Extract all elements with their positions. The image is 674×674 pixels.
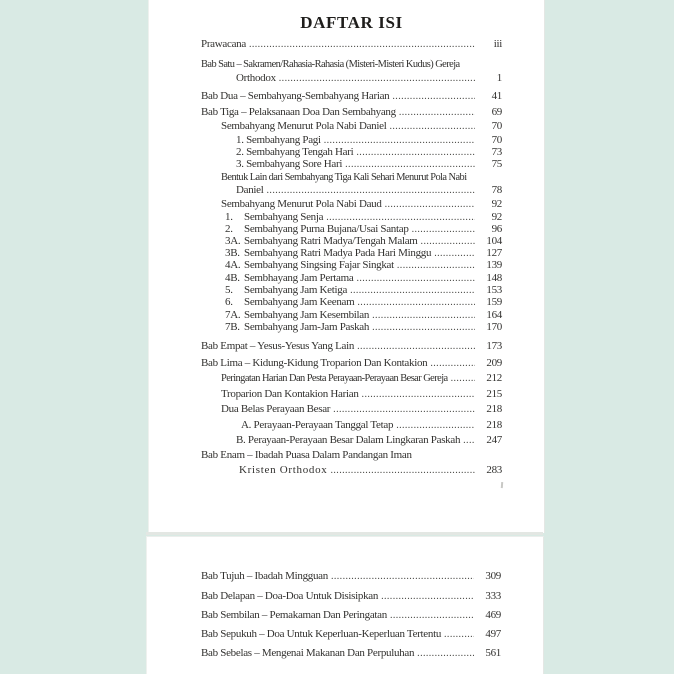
dot-leader <box>434 247 475 258</box>
entry-title: Sembahyang Menurut Pola Nabi Daniel <box>221 120 387 132</box>
dot-leader <box>333 403 475 414</box>
entry-page: 170 <box>486 321 502 333</box>
entry-page: 41 <box>491 90 502 102</box>
toc-row <box>201 59 502 71</box>
dot-leader <box>362 388 475 399</box>
toc-row <box>201 172 502 184</box>
toc-row <box>201 340 502 352</box>
entry-number: 4B. <box>225 272 240 284</box>
dot-leader <box>451 372 475 383</box>
toc-row <box>201 146 502 158</box>
entry-page: 70 <box>491 120 502 132</box>
toc-row <box>201 434 502 446</box>
entry-title: 1. Sembahyang Pagi <box>236 134 321 146</box>
entry-title: Kristen Orthodox <box>239 464 328 476</box>
entry-title: Bab Tujuh – Ibadah Mingguan <box>201 570 328 582</box>
entry-title: Bab Empat – Yesus-Yesus Yang Lain <box>201 340 355 352</box>
dot-leader <box>392 90 475 101</box>
toc-row <box>201 296 502 308</box>
entry-page: 148 <box>486 272 502 284</box>
entry-page: 164 <box>486 309 502 321</box>
entry-number: 4A. <box>225 259 241 271</box>
toc-row <box>201 372 502 385</box>
toc-list-2 <box>201 570 501 659</box>
entry-title: Sembahyang Menurut Pola Nabi Daud <box>221 198 382 210</box>
toc-row <box>201 628 501 640</box>
toc-row <box>201 158 502 170</box>
toc-page-2 <box>146 536 544 674</box>
dot-leader <box>421 235 475 246</box>
entry-number: 5. <box>225 284 233 296</box>
entry-title: Bab Sembilan – Pemakaman Dan Peringatan <box>201 609 387 621</box>
toc-row <box>201 647 501 659</box>
toc-row <box>201 120 502 132</box>
toc-row <box>201 403 502 415</box>
entry-number: 2. <box>225 223 233 235</box>
entry-page: 333 <box>485 590 501 602</box>
entry-page: 92 <box>491 211 502 223</box>
entry-page: 70 <box>491 134 502 146</box>
toc-row <box>201 198 502 210</box>
entry-page: 73 <box>491 146 502 158</box>
toc-row <box>201 72 502 84</box>
toc-row <box>201 449 502 461</box>
entry-title: Sembahyang Jam Ketiga <box>244 284 348 296</box>
entry-title: Bab Sebelas – Mengenai Makanan Dan Perpuluhan <box>201 647 415 659</box>
toc-row <box>201 272 502 284</box>
toc-row <box>201 235 502 247</box>
entry-number: 6. <box>225 296 233 308</box>
toc-row <box>201 321 502 333</box>
entry-title: Sembahyang Senja <box>244 211 324 223</box>
dot-leader <box>372 309 475 320</box>
entry-page: 153 <box>486 284 502 296</box>
entry-number: 3A. <box>225 235 241 247</box>
toc-row <box>201 38 502 50</box>
entry-page: 96 <box>491 223 502 235</box>
entry-page: 218 <box>486 403 502 415</box>
dot-leader <box>345 158 475 169</box>
entry-page: 78 <box>491 184 502 196</box>
entry-title: Orthodox <box>236 72 276 84</box>
entry-page: 75 <box>491 158 502 170</box>
entry-page: 497 <box>485 628 501 640</box>
entry-title: Prawacana <box>201 38 246 50</box>
dot-leader <box>356 272 475 283</box>
entry-title: Bab Dua – Sembahyang-Sembahyang Harian <box>201 90 390 102</box>
toc-row <box>201 211 502 223</box>
toc-row <box>201 184 502 196</box>
toc-page-1-content <box>149 0 544 476</box>
dot-leader <box>357 296 475 307</box>
dot-leader <box>381 590 474 601</box>
toc-row <box>201 223 502 235</box>
toc-row <box>201 284 502 296</box>
entry-title: Bab Tiga – Pelaksanaan Doa Dan Sembahyang <box>201 106 396 118</box>
toc-row <box>201 309 502 321</box>
page-title: DAFTAR ISI <box>300 13 403 32</box>
entry-page: iii <box>493 38 502 50</box>
toc-row <box>201 590 501 602</box>
entry-page: 469 <box>485 609 501 621</box>
entry-title: Dua Belas Perayaan Besar <box>221 403 331 415</box>
entry-page: 159 <box>486 296 502 308</box>
toc-row <box>201 464 502 476</box>
entry-title: Sembahyang Ratri Madya Pada Hari Minggu <box>244 247 432 259</box>
entry-title: Sembahyang Jam Kesembilan <box>244 309 370 321</box>
entry-title: Bab Enam – Ibadah Puasa Dalam Pandangan Iman <box>201 449 412 461</box>
toc-page-2-content <box>147 537 543 659</box>
entry-number: 7A. <box>225 309 241 321</box>
entry-title: Bab Delapan – Doa-Doa Untuk Disisipkan <box>201 590 379 602</box>
entry-title: Troparion Dan Kontakion Harian <box>221 388 359 400</box>
entry-page: 173 <box>486 340 502 352</box>
dot-leader <box>399 106 475 117</box>
dot-leader <box>249 38 475 49</box>
toc-row <box>201 388 502 400</box>
entry-page: 218 <box>486 419 502 431</box>
entry-page: 92 <box>491 198 502 210</box>
stray-mark <box>501 482 503 488</box>
entry-title: Sembahyang Jam Keenam <box>244 296 355 308</box>
entry-number: 7B. <box>225 321 240 333</box>
toc-list-1 <box>201 38 502 476</box>
toc-row <box>201 247 502 259</box>
dot-leader <box>372 321 475 332</box>
dot-leader <box>350 284 475 295</box>
entry-title: B. Perayaan-Perayaan Besar Dalam Lingkaran Paskah <box>236 434 461 446</box>
entry-page: 215 <box>486 388 502 400</box>
dot-leader <box>356 146 475 157</box>
page-separator <box>146 532 543 535</box>
toc-row <box>201 134 502 146</box>
entry-title: Peringatan Harian Dan Pesta Perayaan-Perayaan Besar Gereja <box>221 373 448 384</box>
dot-leader <box>397 259 475 270</box>
entry-title: Sembahyang Ratri Madya/Tengah Malam <box>244 235 418 247</box>
entry-title: Bab Lima – Kidung-Kidung Troparion Dan Kontakion <box>201 357 428 369</box>
dot-leader <box>390 609 474 620</box>
entry-title: Bab Satu – Sakramen/Rahasia-Rahasia (Misteri-Misteri Kudus) Gereja <box>201 59 460 70</box>
toc-row <box>201 609 501 621</box>
entry-page: 212 <box>486 372 502 384</box>
entry-title: A. Perayaan-Perayaan Tanggal Tetap <box>241 419 394 431</box>
entry-title: Sembahyang Jam-Jam Paskah <box>244 321 370 333</box>
entry-title: Sembahyang Purna Bujana/Usai Santap <box>244 223 409 235</box>
dot-leader <box>357 340 475 351</box>
entry-page: 127 <box>486 247 502 259</box>
toc-row <box>201 357 502 369</box>
dot-leader <box>331 570 474 581</box>
entry-page: 139 <box>486 259 502 271</box>
entry-page: 209 <box>486 357 502 369</box>
entry-page: 69 <box>491 106 502 118</box>
entry-title: Bab Sepukuh – Doa Untuk Keperluan-Keperluan Tertentu <box>201 628 442 640</box>
toc-row <box>201 106 502 118</box>
dot-leader <box>279 72 475 83</box>
entry-page: 1 <box>496 72 502 84</box>
dot-leader <box>389 120 475 131</box>
entry-page: 309 <box>485 570 501 582</box>
dot-leader <box>396 419 475 430</box>
dot-leader <box>412 223 475 234</box>
toc-row <box>201 570 501 582</box>
entry-page: 247 <box>486 434 502 446</box>
dot-leader <box>385 198 475 209</box>
dot-leader <box>331 464 476 475</box>
entry-title: Bentuk Lain dari Sembahyang Tiga Kali Sehari Menurut Pola Nabi <box>221 172 467 183</box>
entry-number: 3B. <box>225 247 240 259</box>
dot-leader <box>267 184 475 195</box>
entry-title: Sembahyang Singsing Fajar Singkat <box>244 259 394 271</box>
entry-title: 2. Sembahyang Tengah Hari <box>236 146 354 158</box>
entry-page: 104 <box>486 235 502 247</box>
entry-title: Daniel <box>236 184 264 196</box>
dot-leader <box>430 357 475 368</box>
toc-row <box>201 419 502 431</box>
entry-page: 561 <box>485 647 501 659</box>
dot-leader <box>417 647 474 658</box>
dot-leader <box>463 434 475 445</box>
entry-title: 3. Sembahyang Sore Hari <box>236 158 343 170</box>
entry-title: Sembhayang Jam Pertama <box>244 272 354 284</box>
dot-leader <box>326 211 475 222</box>
entry-number: 1. <box>225 211 233 223</box>
toc-row <box>201 90 502 102</box>
dot-leader <box>444 628 474 639</box>
toc-page-1 <box>148 0 545 533</box>
dot-leader <box>324 134 475 145</box>
toc-row <box>201 259 502 271</box>
entry-page: 283 <box>486 464 502 476</box>
